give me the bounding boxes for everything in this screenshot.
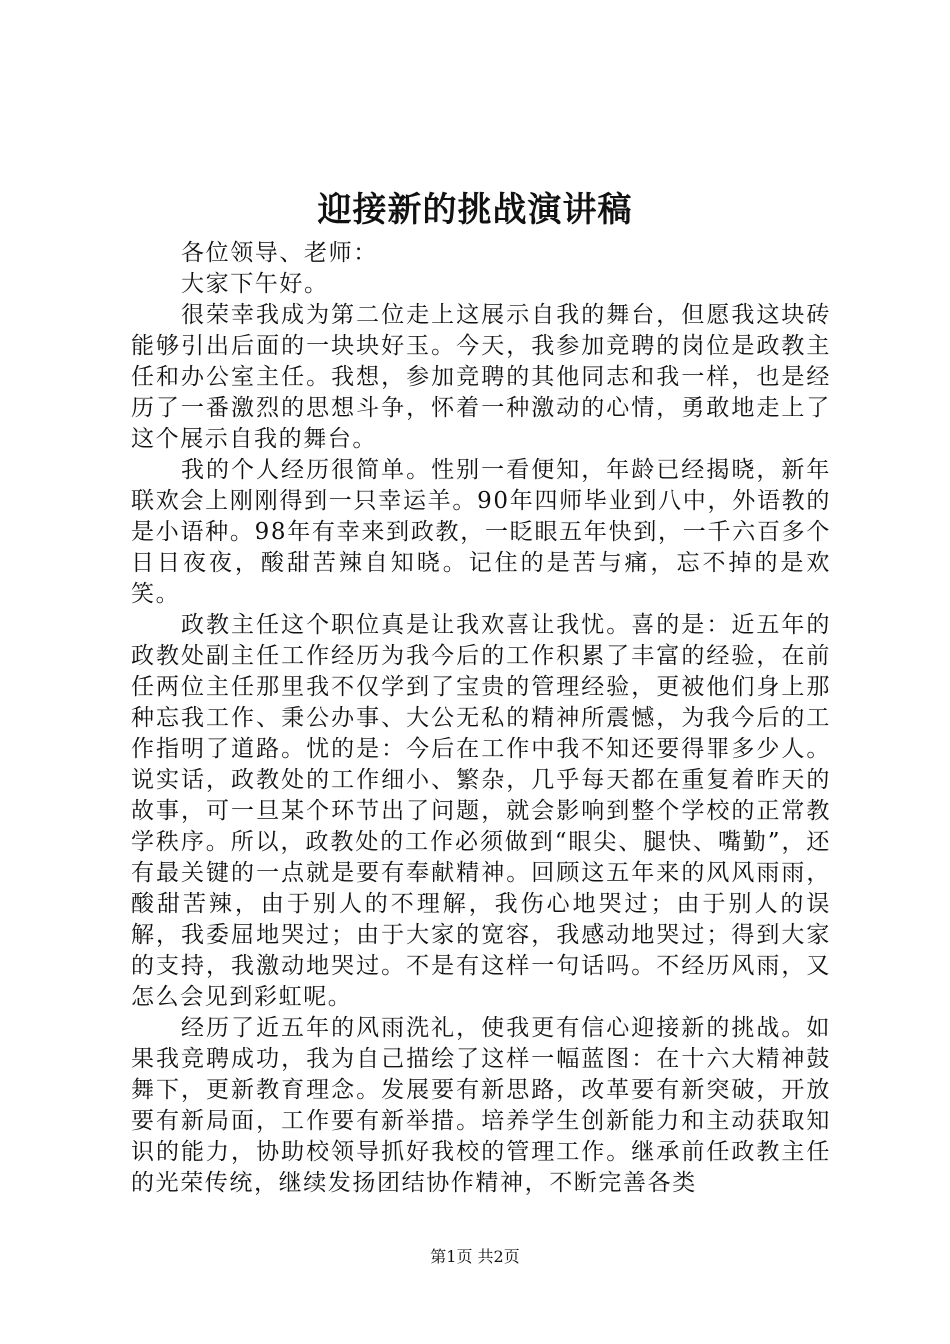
salutation: 各位领导、老师： bbox=[181, 240, 378, 266]
paragraph: 我的个人经历很简单。性别一看便知，年龄已经揭晓，新年联欢会上刚刚得到一只幸运羊。90年四师毕业到八中，外语教的是小语种。98年有幸来到政教，一眨眼五年快到，一千六百多个日日夜夜，酸甜苦辣自知晓。记住的是苦与痛，忘不掉的是欢笑。 bbox=[131, 457, 831, 607]
paragraph: 很荣幸我成为第二位走上这展示自我的舞台，但愿我这块砖能够引出后面的一块块好玉。今天，我参加竞聘的岗位是政教主任和办公室主任。我想，参加竞聘的其他同志和我一样，也是经历了一番激烈的思想斗争，怀着一种激动的心情，勇敢地走上了这个展示自我的舞台。 bbox=[131, 302, 831, 452]
paragraph: 经历了近五年的风雨洗礼，使我更有信心迎接新的挑战。如果我竞聘成功，我为自己描绘了这样一幅蓝图：在十六大精神鼓舞下，更新教育理念。发展要有新思路，改革要有新突破，开放要有新局面，工作要有新举措。培养学生创新能力和主动获取知识的能力，协助校领导抓好我校的管理工作。继承前任政教主任的光荣传统，继续发扬团结协作精神，不断完善各类 bbox=[131, 1015, 831, 1196]
page-footer: 第1页 共2页 bbox=[430, 1247, 520, 1266]
paragraph: 政教主任这个职位真是让我欢喜让我忧。喜的是：近五年的政教处副主任工作经历为我今后的工作积累了丰富的经验，在前任两位主任那里我不仅学到了宝贵的管理经验，更被他们身上那种忘我工作、秉公办事、大公无私的精神所震憾，为我今后的工作指明了道路。忧的是：今后在工作中我不知还要得罪多少人。说实话，政教处的工作细小、繁杂，几乎每天都在重复着昨天的故事，可一旦某个环节出了问题，就会影响到整个学校的正常教学秩序。所以，政教处的工作必须做到“眼尖、腿快、嘴勤”，还有最关键的一点就是要有奉献精神。回顾这五年来的风风雨雨，酸甜苦辣，由于别人的不理解，我伤心地哭过；由于别人的误解，我委屈地哭过；由于大家的宽容，我感动地哭过；得到大家的支持，我激动地哭过。不是有这样一句话吗。不经历风雨，又怎么会见到彩虹呢。 bbox=[131, 612, 831, 1010]
document-title: 迎接新的挑战演讲稿 bbox=[317, 190, 633, 230]
greeting: 大家下午好。 bbox=[181, 271, 329, 297]
document-body bbox=[131, 238, 831, 1199]
